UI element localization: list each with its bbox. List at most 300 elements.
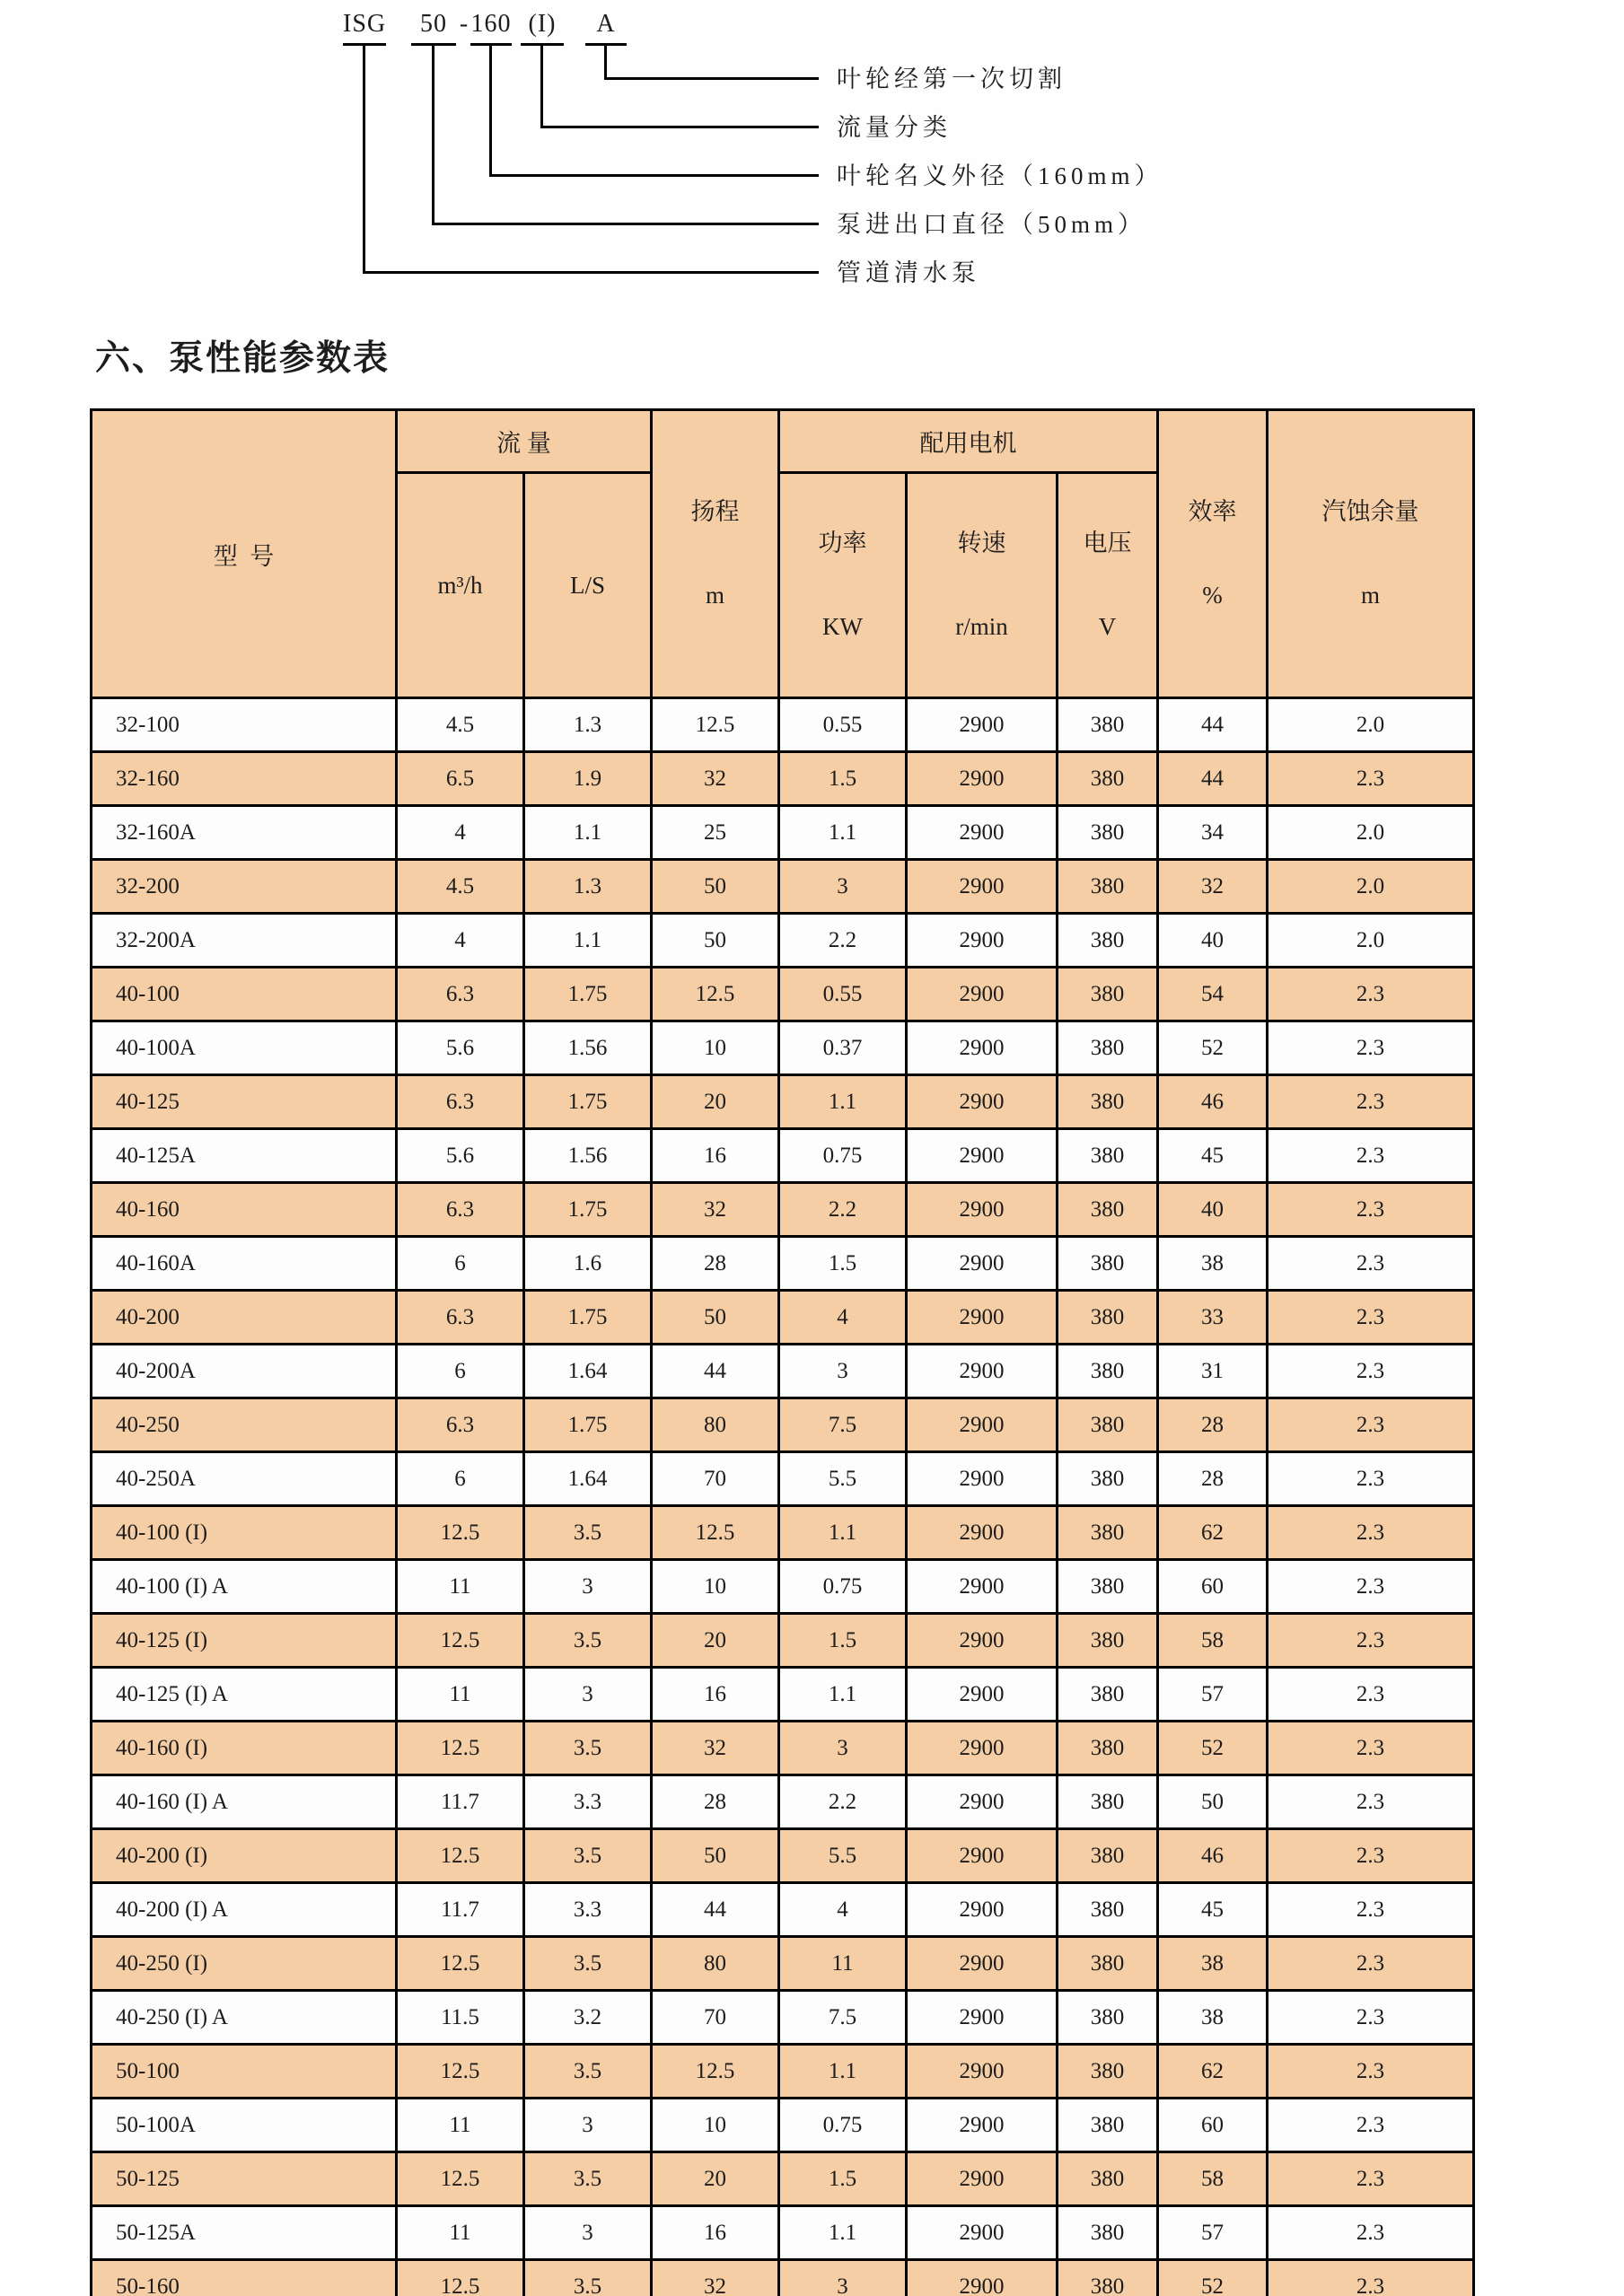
connector-line (432, 46, 435, 225)
value-cell: 2900 (907, 1237, 1058, 1291)
value-cell: 2900 (907, 1398, 1058, 1452)
value-cell: 2900 (907, 1075, 1058, 1129)
value-cell: 2900 (907, 1291, 1058, 1345)
value-cell: 6.3 (397, 1291, 524, 1345)
value-cell: 2.0 (1268, 914, 1474, 968)
value-cell: 46 (1158, 1829, 1268, 1883)
value-cell: 2.3 (1268, 2045, 1474, 2099)
value-cell: 1.3 (524, 698, 652, 752)
value-cell: 38 (1158, 1991, 1268, 2045)
value-cell: 50 (652, 1829, 779, 1883)
model-cell: 40-200 (92, 1291, 397, 1345)
value-cell: 1.64 (524, 1345, 652, 1398)
table-body (92, 698, 1474, 2296)
header-npsh-unit: m (1360, 582, 1380, 609)
value-cell: 70 (652, 1991, 779, 2045)
model-cell: 40-100 (I) (92, 1506, 397, 1560)
model-cell: 32-160A (92, 806, 397, 860)
value-cell: 2900 (907, 1937, 1058, 1991)
value-cell: 6 (397, 1452, 524, 1506)
value-cell: 380 (1058, 1775, 1158, 1829)
header-voltage (1058, 473, 1158, 698)
value-cell: 6 (397, 1345, 524, 1398)
model-cell: 40-125 (I) A (92, 1668, 397, 1722)
value-cell: 380 (1058, 806, 1158, 860)
value-cell: 2.3 (1268, 1722, 1474, 1775)
value-cell: 10 (652, 1021, 779, 1075)
value-cell: 380 (1058, 1614, 1158, 1668)
value-cell: 2.3 (1268, 1345, 1474, 1398)
value-cell: 1.56 (524, 1129, 652, 1183)
value-cell: 12.5 (397, 2045, 524, 2099)
table-row (92, 1452, 1474, 1506)
value-cell: 6.3 (397, 1075, 524, 1129)
connector-line (540, 126, 819, 128)
model-cell: 40-160A (92, 1237, 397, 1291)
value-cell: 2900 (907, 1614, 1058, 1668)
value-cell: 50 (1158, 1775, 1268, 1829)
table-row (92, 1614, 1474, 1668)
value-cell: 2.3 (1268, 1452, 1474, 1506)
value-cell: 4 (779, 1883, 907, 1937)
value-cell: 44 (1158, 698, 1268, 752)
value-cell: 0.55 (779, 968, 907, 1021)
value-cell: 380 (1058, 1398, 1158, 1452)
value-cell: 2.3 (1268, 1075, 1474, 1129)
value-cell: 1.1 (779, 1668, 907, 1722)
value-cell: 80 (652, 1937, 779, 1991)
value-cell: 380 (1058, 1668, 1158, 1722)
value-cell: 2900 (907, 1345, 1058, 1398)
value-cell: 60 (1158, 2099, 1268, 2152)
value-cell: 46 (1158, 1075, 1268, 1129)
value-cell: 38 (1158, 1237, 1268, 1291)
header-efficiency (1158, 410, 1268, 698)
value-cell: 1.1 (524, 806, 652, 860)
pump-performance-table (90, 408, 1475, 2296)
value-cell: 11 (397, 2099, 524, 2152)
value-cell: 34 (1158, 806, 1268, 860)
value-cell: 50 (652, 860, 779, 914)
value-cell: 0.37 (779, 1021, 907, 1075)
model-cell: 40-125A (92, 1129, 397, 1183)
model-cell: 40-160 (I) A (92, 1775, 397, 1829)
value-cell: 380 (1058, 1937, 1158, 1991)
value-cell: 380 (1058, 2099, 1158, 2152)
value-cell: 3 (779, 2260, 907, 2296)
value-cell: 2.3 (1268, 1506, 1474, 1560)
table-row (92, 698, 1474, 752)
header-head (652, 410, 779, 698)
value-cell: 52 (1158, 2260, 1268, 2296)
table-row (92, 1237, 1474, 1291)
value-cell: 58 (1158, 2152, 1268, 2206)
value-cell: 5.6 (397, 1129, 524, 1183)
header-npsh-label: 汽蚀余量 (1321, 498, 1419, 525)
model-cell: 40-250 (92, 1398, 397, 1452)
value-cell: 2900 (907, 1506, 1058, 1560)
value-cell: 380 (1058, 914, 1158, 968)
value-cell: 2900 (907, 806, 1058, 860)
value-cell: 3.3 (524, 1883, 652, 1937)
value-cell: 44 (1158, 752, 1268, 806)
value-cell: 3.5 (524, 1829, 652, 1883)
value-cell: 80 (652, 1398, 779, 1452)
header-speed-unit: r/min (955, 613, 1008, 640)
value-cell: 3.5 (524, 2045, 652, 2099)
value-cell: 1.3 (524, 860, 652, 914)
value-cell: 60 (1158, 1560, 1268, 1614)
value-cell: 28 (652, 1237, 779, 1291)
table-row (92, 1506, 1474, 1560)
value-cell: 12.5 (397, 1506, 524, 1560)
value-cell: 3 (779, 1722, 907, 1775)
value-cell: 1.75 (524, 1398, 652, 1452)
table-row (92, 806, 1474, 860)
table-row (92, 1021, 1474, 1075)
value-cell: 2.0 (1268, 860, 1474, 914)
value-cell: 380 (1058, 698, 1158, 752)
value-cell: 6 (397, 1237, 524, 1291)
value-cell: 12.5 (397, 1937, 524, 1991)
header-power-unit: KW (822, 613, 863, 640)
value-cell: 2900 (907, 2045, 1058, 2099)
value-cell: 32 (652, 752, 779, 806)
value-cell: 2900 (907, 2099, 1058, 2152)
connector-line (540, 46, 543, 128)
value-cell: 20 (652, 1614, 779, 1668)
value-cell: 4 (779, 1291, 907, 1345)
value-cell: 11 (397, 1560, 524, 1614)
header-power-label: 功率 (818, 530, 867, 556)
value-cell: 12.5 (397, 1614, 524, 1668)
header-head-unit: m (705, 582, 724, 609)
diagram-label-pump-type: 管道清水泵 (837, 259, 980, 286)
table-row (92, 1345, 1474, 1398)
diagram-label-impeller-diameter: 叶轮名义外径（160mm） (837, 162, 1163, 189)
value-cell: 11.7 (397, 1775, 524, 1829)
value-cell: 3.5 (524, 1937, 652, 1991)
value-cell: 3.2 (524, 1991, 652, 2045)
model-code-token-cut: A (585, 9, 627, 46)
value-cell: 32 (652, 1722, 779, 1775)
diagram-label-flow-class: 流量分类 (837, 114, 952, 141)
value-cell: 2.0 (1268, 806, 1474, 860)
table-row (92, 1829, 1474, 1883)
value-cell: 380 (1058, 1345, 1158, 1398)
connector-line (363, 46, 365, 274)
model-code-token-impeller: 160 (470, 9, 512, 46)
value-cell: 2.3 (1268, 1775, 1474, 1829)
diagram-label-port-diameter: 泵进出口直径（50mm） (837, 211, 1147, 238)
connector-line (489, 46, 492, 177)
value-cell: 380 (1058, 1291, 1158, 1345)
header-npsh (1268, 410, 1474, 698)
value-cell: 52 (1158, 1722, 1268, 1775)
value-cell: 380 (1058, 1452, 1158, 1506)
table-row (92, 1991, 1474, 2045)
value-cell: 10 (652, 1560, 779, 1614)
value-cell: 2900 (907, 1183, 1058, 1237)
value-cell: 2.3 (1268, 1021, 1474, 1075)
header-head-label: 扬程 (690, 498, 740, 525)
value-cell: 2.2 (779, 914, 907, 968)
value-cell: 38 (1158, 1937, 1268, 1991)
table-row (92, 1075, 1474, 1129)
value-cell: 12.5 (397, 1829, 524, 1883)
value-cell: 52 (1158, 1021, 1268, 1075)
value-cell: 380 (1058, 1991, 1158, 2045)
table-row (92, 1398, 1474, 1452)
model-cell: 50-160 (92, 2260, 397, 2296)
model-code-token-series: ISG (343, 9, 386, 46)
value-cell: 32 (652, 2260, 779, 2296)
header-voltage-label: 电压 (1083, 530, 1132, 556)
value-cell: 2.3 (1268, 1829, 1474, 1883)
table-row (92, 2099, 1474, 2152)
value-cell: 1.9 (524, 752, 652, 806)
value-cell: 16 (652, 1668, 779, 1722)
value-cell: 2.3 (1268, 1291, 1474, 1345)
model-cell: 40-100 (I) A (92, 1560, 397, 1614)
value-cell: 2900 (907, 1722, 1058, 1775)
connector-line (604, 77, 819, 80)
value-cell: 6.3 (397, 1183, 524, 1237)
table-row (92, 2260, 1474, 2296)
value-cell: 3.5 (524, 1506, 652, 1560)
value-cell: 2.3 (1268, 968, 1474, 1021)
model-code-token-flowclass: (I) (521, 9, 564, 46)
value-cell: 2.2 (779, 1775, 907, 1829)
table-row (92, 1722, 1474, 1775)
value-cell: 2900 (907, 1991, 1058, 2045)
model-code-diagram (0, 0, 1624, 310)
value-cell: 6.3 (397, 968, 524, 1021)
value-cell: 12.5 (652, 2045, 779, 2099)
value-cell: 45 (1158, 1883, 1268, 1937)
value-cell: 1.1 (779, 1075, 907, 1129)
value-cell: 2900 (907, 914, 1058, 968)
connector-line (489, 174, 819, 177)
value-cell: 1.5 (779, 2152, 907, 2206)
value-cell: 380 (1058, 2206, 1158, 2260)
value-cell: 11 (779, 1937, 907, 1991)
value-cell: 2.3 (1268, 1614, 1474, 1668)
table-row (92, 1291, 1474, 1345)
value-cell: 3 (524, 1560, 652, 1614)
model-cell: 40-160 (I) (92, 1722, 397, 1775)
value-cell: 2900 (907, 752, 1058, 806)
table-row (92, 2152, 1474, 2206)
model-cell: 32-160 (92, 752, 397, 806)
model-code-token-diameter: 50 (411, 9, 456, 46)
value-cell: 57 (1158, 1668, 1268, 1722)
header-voltage-unit: V (1098, 613, 1117, 640)
value-cell: 4 (397, 806, 524, 860)
value-cell: 33 (1158, 1291, 1268, 1345)
value-cell: 2900 (907, 1668, 1058, 1722)
value-cell: 2.3 (1268, 1937, 1474, 1991)
table-row (92, 1668, 1474, 1722)
model-cell: 40-100A (92, 1021, 397, 1075)
header-speed-label: 转速 (957, 530, 1006, 556)
model-cell: 40-250A (92, 1452, 397, 1506)
value-cell: 380 (1058, 1183, 1158, 1237)
value-cell: 1.75 (524, 968, 652, 1021)
value-cell: 4.5 (397, 860, 524, 914)
value-cell: 70 (652, 1452, 779, 1506)
value-cell: 32 (652, 1183, 779, 1237)
value-cell: 6.5 (397, 752, 524, 806)
value-cell: 1.64 (524, 1452, 652, 1506)
table-row (92, 1183, 1474, 1237)
value-cell: 1.5 (779, 1237, 907, 1291)
table-row (92, 752, 1474, 806)
header-efficiency-unit: % (1202, 582, 1223, 609)
value-cell: 380 (1058, 1829, 1158, 1883)
value-cell: 2.3 (1268, 752, 1474, 806)
value-cell: 32 (1158, 860, 1268, 914)
value-cell: 1.5 (779, 1614, 907, 1668)
model-cell: 40-200 (I) (92, 1829, 397, 1883)
value-cell: 0.75 (779, 1129, 907, 1183)
diagram-label-impeller-cut: 叶轮经第一次切割 (837, 66, 1067, 92)
value-cell: 25 (652, 806, 779, 860)
value-cell: 2900 (907, 1829, 1058, 1883)
value-cell: 2.3 (1268, 2152, 1474, 2206)
value-cell: 0.75 (779, 1560, 907, 1614)
value-cell: 2.3 (1268, 2260, 1474, 2296)
value-cell: 3.3 (524, 1775, 652, 1829)
value-cell: 1.5 (779, 752, 907, 806)
table-row (92, 1775, 1474, 1829)
value-cell: 10 (652, 2099, 779, 2152)
value-cell: 2.3 (1268, 1991, 1474, 2045)
value-cell: 1.1 (779, 806, 907, 860)
value-cell: 16 (652, 1129, 779, 1183)
model-cell: 40-125 (I) (92, 1614, 397, 1668)
value-cell: 2900 (907, 1775, 1058, 1829)
value-cell: 380 (1058, 2260, 1158, 2296)
model-cell: 32-200 (92, 860, 397, 914)
value-cell: 45 (1158, 1129, 1268, 1183)
table-row (92, 1129, 1474, 1183)
model-cell: 50-100A (92, 2099, 397, 2152)
header-flow-ls: L/S (524, 473, 652, 698)
value-cell: 3 (779, 860, 907, 914)
table-row (92, 1937, 1474, 1991)
model-cell: 40-200A (92, 1345, 397, 1398)
value-cell: 62 (1158, 1506, 1268, 1560)
value-cell: 1.1 (524, 914, 652, 968)
value-cell: 3.5 (524, 2260, 652, 2296)
value-cell: 1.1 (779, 2206, 907, 2260)
value-cell: 57 (1158, 2206, 1268, 2260)
value-cell: 380 (1058, 2152, 1158, 2206)
value-cell: 28 (1158, 1452, 1268, 1506)
value-cell: 12.5 (397, 2260, 524, 2296)
value-cell: 2.3 (1268, 1183, 1474, 1237)
value-cell: 3.5 (524, 1614, 652, 1668)
value-cell: 380 (1058, 2045, 1158, 2099)
value-cell: 5.6 (397, 1021, 524, 1075)
value-cell: 20 (652, 1075, 779, 1129)
value-cell: 2900 (907, 698, 1058, 752)
value-cell: 2900 (907, 2152, 1058, 2206)
value-cell: 2900 (907, 2206, 1058, 2260)
value-cell: 380 (1058, 1883, 1158, 1937)
value-cell: 12.5 (652, 698, 779, 752)
value-cell: 4.5 (397, 698, 524, 752)
table-row (92, 2045, 1474, 2099)
model-cell: 50-100 (92, 2045, 397, 2099)
value-cell: 380 (1058, 1075, 1158, 1129)
model-code-token-dash: - (459, 10, 470, 38)
value-cell: 5.5 (779, 1452, 907, 1506)
value-cell: 0.55 (779, 698, 907, 752)
table-row (92, 1883, 1474, 1937)
header-efficiency-label: 效率 (1188, 498, 1237, 525)
value-cell: 12.5 (397, 1722, 524, 1775)
value-cell: 7.5 (779, 1398, 907, 1452)
header-model: 型 号 (92, 410, 397, 698)
value-cell: 62 (1158, 2045, 1268, 2099)
value-cell: 28 (652, 1775, 779, 1829)
value-cell: 380 (1058, 752, 1158, 806)
model-cell: 40-250 (I) (92, 1937, 397, 1991)
value-cell: 380 (1058, 968, 1158, 1021)
value-cell: 1.1 (779, 2045, 907, 2099)
value-cell: 2900 (907, 968, 1058, 1021)
model-cell: 50-125A (92, 2206, 397, 2260)
value-cell: 2.2 (779, 1183, 907, 1237)
value-cell: 1.56 (524, 1021, 652, 1075)
value-cell: 2.3 (1268, 1883, 1474, 1937)
value-cell: 11 (397, 1668, 524, 1722)
table-row (92, 914, 1474, 968)
value-cell: 3 (524, 1668, 652, 1722)
value-cell: 40 (1158, 914, 1268, 968)
value-cell: 28 (1158, 1398, 1268, 1452)
value-cell: 5.5 (779, 1829, 907, 1883)
table-row (92, 860, 1474, 914)
value-cell: 44 (652, 1883, 779, 1937)
value-cell: 380 (1058, 1129, 1158, 1183)
value-cell: 2.3 (1268, 1668, 1474, 1722)
header-flow-m3h: m³/h (397, 473, 524, 698)
header-row-1 (92, 410, 1474, 473)
value-cell: 1.75 (524, 1075, 652, 1129)
model-cell: 40-200 (I) A (92, 1883, 397, 1937)
table-header (92, 410, 1474, 698)
value-cell: 16 (652, 2206, 779, 2260)
value-cell: 2900 (907, 860, 1058, 914)
value-cell: 2900 (907, 1883, 1058, 1937)
value-cell: 20 (652, 2152, 779, 2206)
value-cell: 58 (1158, 1614, 1268, 1668)
header-power (779, 473, 907, 698)
value-cell: 54 (1158, 968, 1268, 1021)
value-cell: 2.3 (1268, 2099, 1474, 2152)
value-cell: 2.3 (1268, 1560, 1474, 1614)
connector-line (363, 271, 819, 274)
value-cell: 2.3 (1268, 1398, 1474, 1452)
model-cell: 40-250 (I) A (92, 1991, 397, 2045)
section-heading: 六、泵性能参数表 (95, 339, 391, 378)
value-cell: 50 (652, 914, 779, 968)
value-cell: 2900 (907, 1452, 1058, 1506)
value-cell: 6.3 (397, 1398, 524, 1452)
